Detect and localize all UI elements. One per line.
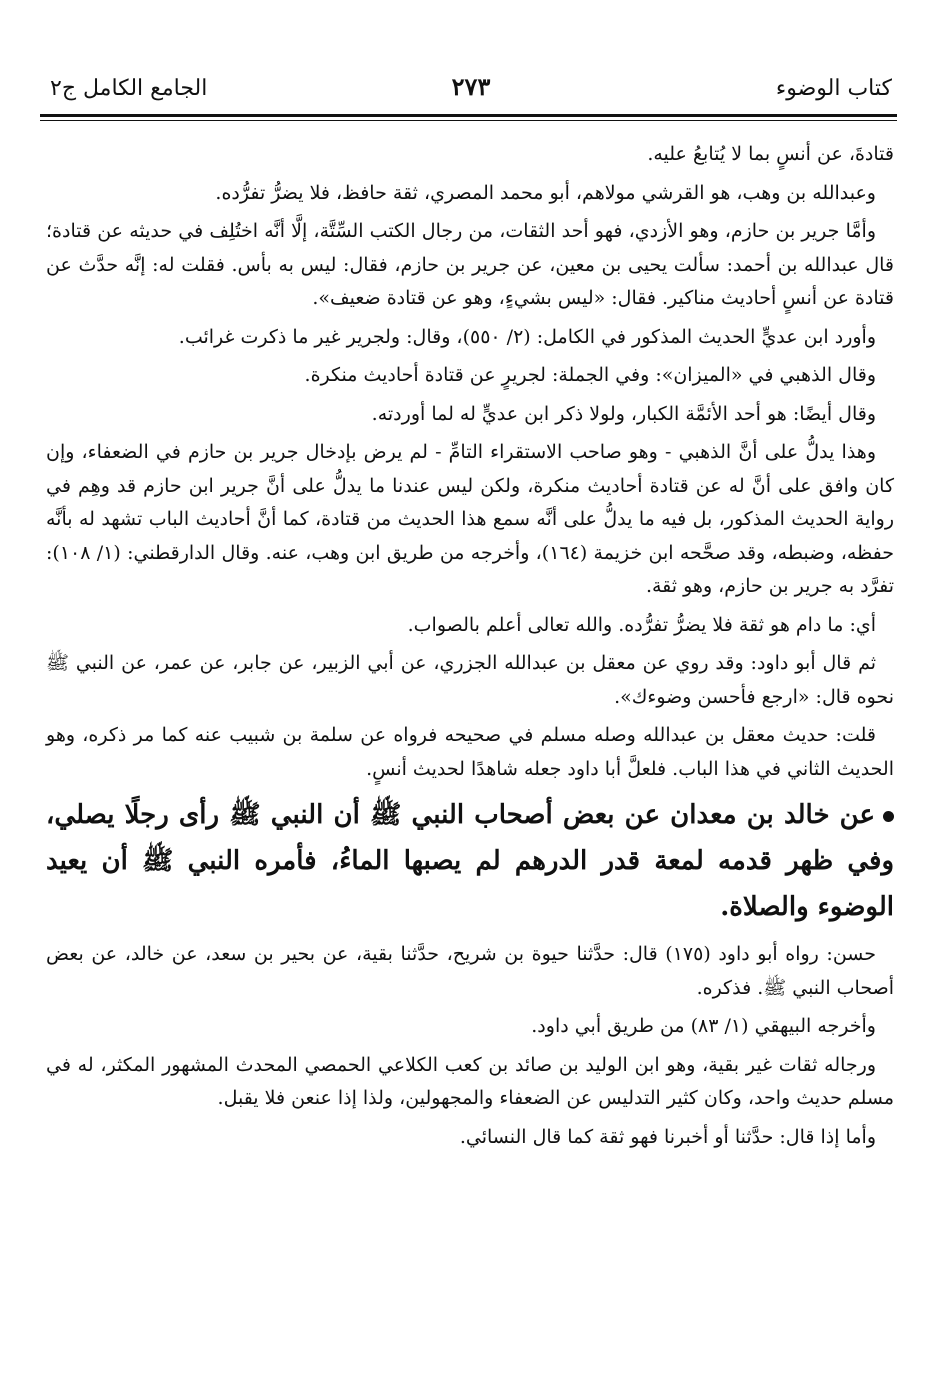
paragraph: ورجاله ثقات غير بقية، وهو ابن الوليد بن صائد بن كعب الكلاعي الحمصي المحدث المشهور المكثر، له في مسلم حديث واحد، وكان كثير التدليس عن الضعفاء والمجهولين، ولذا إذا عنعن فلا يقبل. — [46, 1053, 894, 1109]
paragraph: وأما إذا قال: حدَّثنا أو أخبرنا فهو ثقة كما قال النسائي. — [459, 1125, 876, 1148]
paragraph: وأمَّا جرير بن حازم، وهو الأزدي، فهو أحد الثقات، من رجال الكتب السِّتَّة، إلَّا أنَّه اختُلِف في حديثه عن قتادة؛ قال عبدالله بن أحمد: سألت يحيى بن معين، عن جرير بن حازم، فقال: ليس به بأس. فقلت له: إنَّه حدَّث عن قتادة عن أنسٍ أحاديث مناكير. فقال: «ليس بشيءٍ، وهو عن قتادة ضعيف». — [46, 220, 894, 309]
paragraph: وأخرجه البيهقي (١/ ٨٣) من طريق أبي داود. — [531, 1015, 876, 1037]
paragraph: أي: ما دام هو ثقة فلا يضرُّ تفرُّده. والله تعالى أعلم بالصواب. — [407, 613, 876, 636]
hadith-text — [46, 792, 894, 930]
page-header — [50, 70, 892, 110]
paragraph: وقال أيضًا: هو أحد الأئمَّة الكبار، ولولا ذكر ابن عديٍّ له لما أوردته. — [371, 402, 876, 425]
paragraph: وقال الذهبي في «الميزان»: وفي الجملة: لجريرٍ عن قتادة أحاديث منكرة. — [304, 364, 876, 386]
page-body — [46, 138, 894, 1159]
paragraph: ثم قال أبو داود: وقد روي عن معقل بن عبدالله الجزري، عن أبي الزبير، عن جابر، عن عمر، عن النبي ﷺ نحوه قال: «ارجع فأحسن وضوءك». — [46, 652, 894, 708]
page-number: ٢٧٣ — [451, 72, 491, 101]
chapter-title: كتاب الوضوء — [775, 76, 892, 101]
header-rule-thin — [40, 120, 897, 121]
hadith-body: عن خالد بن معدان عن بعض أصحاب النبي ﷺ أن النبي ﷺ رأى رجلًا يصلي، وفي ظهر قدمه لمعة قدر الدرهم لم يصبها الماءُ، فأمره النبي ﷺ أن يعيد الوضوء والصلاة. — [46, 800, 894, 922]
bullet-icon — [883, 811, 894, 822]
paragraph: وأورد ابن عديٍّ الحديث المذكور في الكامل: (٢/ ٥٥٠)، وقال: ولجرير غير ما ذكرت غرائب. — [178, 325, 876, 348]
paragraph: قلت: حديث معقل بن عبدالله وصله مسلم في صحيحه فرواه عن سلمة بن شبيب عنه كما مر ذكره، وهو الحديث الثاني في هذا الباب. فلعلَّ أبا داود جعله شاهدًا لحديث أنسٍ. — [46, 724, 894, 780]
paragraph: وهذا يدلُّ على أنَّ الذهبي - وهو صاحب الاستقراء التامِّ - لم يرض بإدخال جرير بن حازم في الضعفاء، وإن كان وافق على أنَّ له عن قتادة أحاديث منكرة، ولكن ليس عندنا ما يدلُّ على أنَّ جرير ابن حازم قد وهِم في رواية الحديث المذكور، بل فيه ما يدلُّ على أنَّه سمع هذا الحديث من قتادة، كما أنَّ أحاديث الباب تشهد له بأنَّه حفظه، وضبطه، وقد صحَّحه ابن خزيمة (١٦٤)، وأخرجه من طريق ابن وهب، عنه. وقال الدارقطني: (١/ ١٠٨): تفرَّد به جرير بن حازم، وهو ثقة. — [46, 441, 895, 597]
book-title: الجامع الكامل ج٢ — [50, 76, 208, 101]
paragraph: حسن: رواه أبو داود (١٧٥) قال: حدَّثنا حيوة بن شريح، حدَّثنا بقية، عن بحير بن سعد، عن خالد، عن بعض أصحاب النبي ﷺ. فذكره. — [46, 943, 894, 999]
paragraph: وعبدالله بن وهب، هو القرشي مولاهم، أبو محمد المصري، ثقة حافظ، فلا يضرُّ تفرُّده. — [215, 181, 876, 204]
paragraph: قتادةَ، عن أنسٍ بما لا يُتابعُ عليه. — [647, 143, 894, 165]
header-rule-thick — [40, 114, 897, 117]
